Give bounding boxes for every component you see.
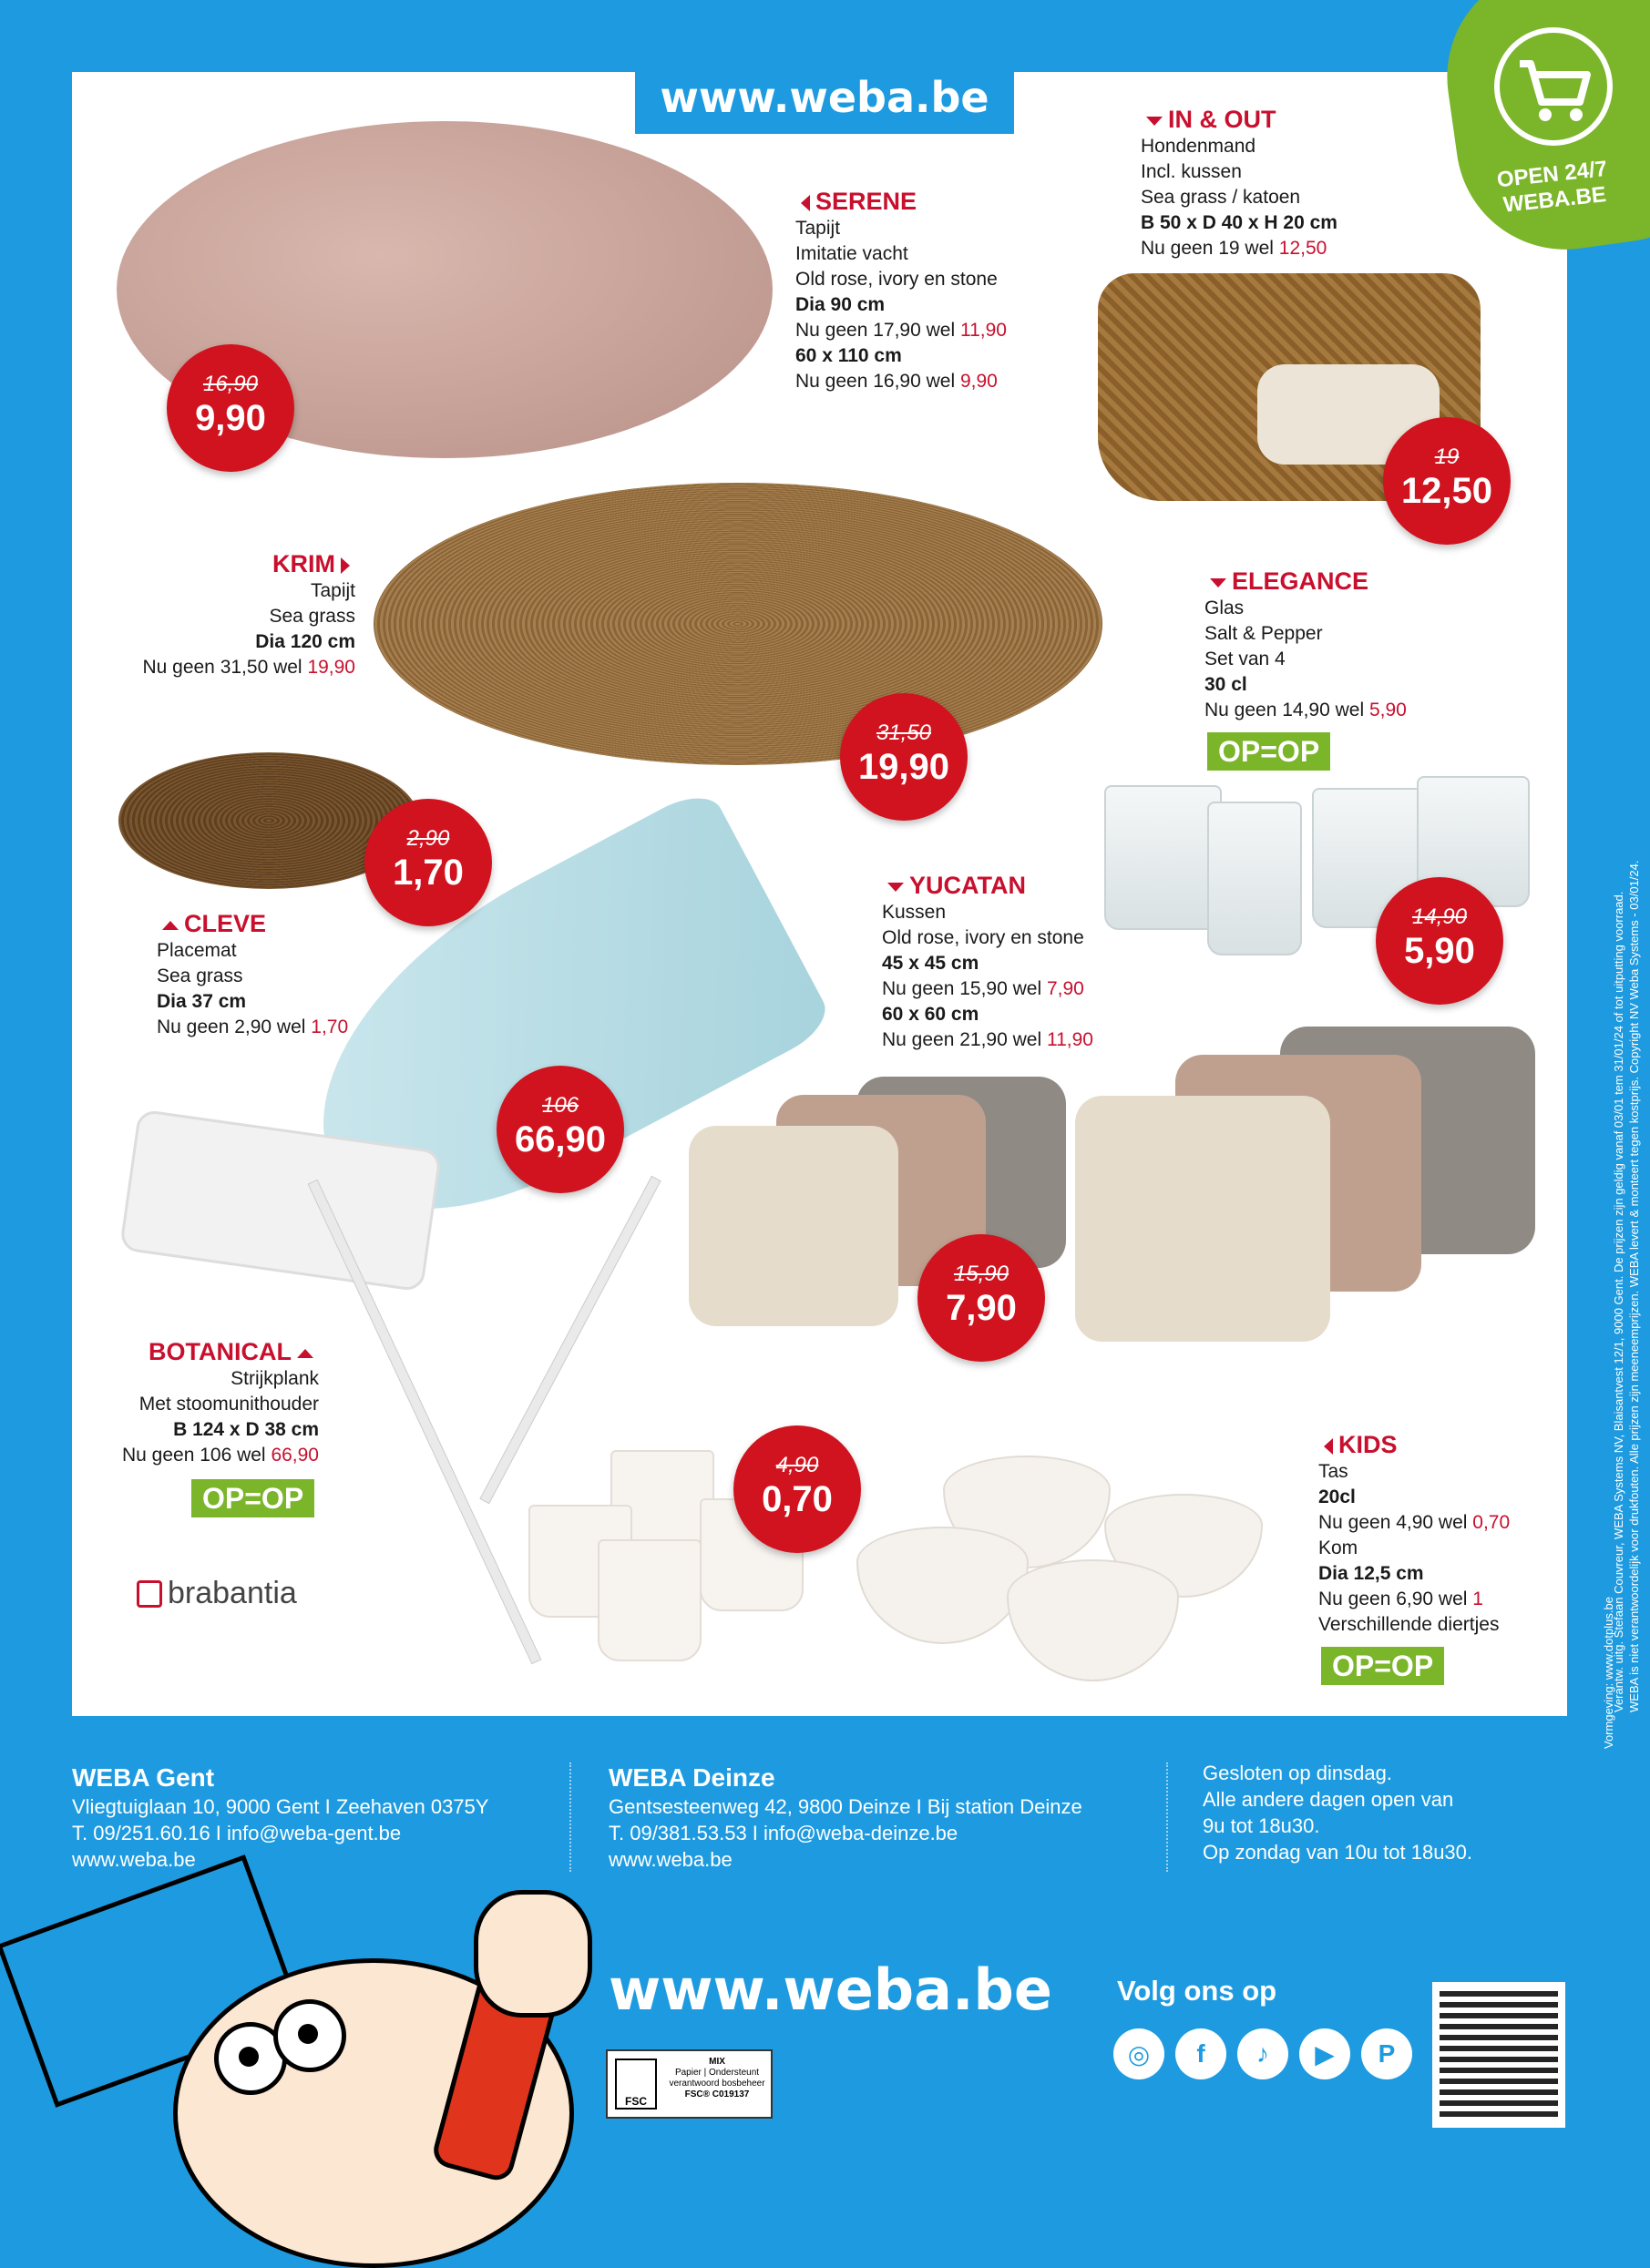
op-op-badge: OP=OP bbox=[191, 1479, 314, 1517]
tiktok-icon[interactable]: ♪ bbox=[1237, 2028, 1288, 2079]
price-badge-yucatan: 15,90 7,90 bbox=[917, 1234, 1045, 1362]
op-op-badge: OP=OP bbox=[1207, 732, 1330, 771]
product-name: KRIM bbox=[272, 550, 335, 577]
mug-image bbox=[598, 1539, 702, 1661]
product-price-line: Nu geen 4,90 wel 0,70 bbox=[1318, 1512, 1511, 1533]
design-credit: Vormgeving: www.dotplus.be bbox=[1602, 1597, 1615, 1749]
legal-note: Verantw. uitg. Stefaan Couvreur, WEBA Systems NV, Blaisantvest 12/1, 9000 Gent. De prijzen zijn geldig vanaf 03/01 tem 31/01/24 of tot uitputting voorraad. WEBA is niet verantwoordelijk voor drukfouten. Alle prijzen zijn meeneemprijzen. WEBA levert & monteert tegen kostprijs. Copyright NV Weba Systems - 03/01/24. bbox=[1612, 860, 1641, 1712]
arrow-up-icon bbox=[162, 921, 179, 930]
product-name: SERENE bbox=[815, 188, 917, 215]
store-gent bbox=[72, 1762, 488, 1873]
product-size: Dia 12,5 cm bbox=[1318, 1563, 1424, 1584]
arrow-up-icon bbox=[297, 1349, 313, 1358]
product-botanical bbox=[91, 1337, 319, 1468]
price-badge-cleve: 2,90 1,70 bbox=[364, 799, 492, 926]
product-name: IN & OUT bbox=[1168, 106, 1276, 133]
divider bbox=[1166, 1762, 1168, 1872]
qr-code[interactable] bbox=[1432, 1982, 1565, 2128]
product-yucatan bbox=[882, 871, 1093, 1053]
follow-us-label: Volg ons op bbox=[1117, 1975, 1277, 2007]
footer-website-url[interactable]: www.weba.be bbox=[609, 1956, 1052, 2023]
krim-rug-image bbox=[374, 483, 1102, 765]
op-op-badge: OP=OP bbox=[1321, 1647, 1444, 1685]
product-price-line: Nu geen 106 wel 66,90 bbox=[121, 1445, 319, 1466]
product-price-line: Nu geen 17,90 wel 11,90 bbox=[795, 320, 1007, 341]
product-in-and-out bbox=[1141, 105, 1337, 261]
product-size: Dia 90 cm bbox=[795, 294, 886, 315]
product-colors: Old rose, ivory en stone bbox=[795, 269, 998, 290]
youtube-icon[interactable]: ▶ bbox=[1299, 2028, 1350, 2079]
store-contact[interactable]: T. 09/381.53.53 I info@weba-deinze.be bbox=[609, 1822, 958, 1844]
product-type: Tapijt bbox=[310, 580, 355, 601]
product-detail: Salt & Pepper bbox=[1204, 623, 1323, 644]
price-badge-serene: 16,90 9,90 bbox=[167, 344, 294, 472]
product-size: B 124 x D 38 cm bbox=[173, 1419, 319, 1440]
product-size: 45 x 45 cm bbox=[882, 953, 979, 974]
product-size: 30 cl bbox=[1204, 674, 1247, 695]
store-contact[interactable]: T. 09/251.60.16 I info@weba-gent.be bbox=[72, 1822, 402, 1844]
product-size: 60 x 60 cm bbox=[882, 1004, 979, 1025]
product-detail: Met stoomunithouder bbox=[138, 1394, 319, 1415]
product-size: B 50 x D 40 x H 20 cm bbox=[1141, 212, 1337, 233]
product-type: Hondenmand bbox=[1141, 136, 1256, 157]
store-address: Gentsesteenweg 42, 9800 Deinze I Bij station Deinze bbox=[609, 1795, 1082, 1818]
store-address: Vliegtuiglaan 10, 9000 Gent I Zeehaven 0375Y bbox=[72, 1795, 489, 1818]
product-type: Tas bbox=[1318, 1461, 1348, 1482]
product-name: ELEGANCE bbox=[1232, 567, 1369, 595]
brabantia-icon bbox=[137, 1580, 162, 1608]
product-size: Dia 37 cm bbox=[157, 991, 247, 1012]
product-price-line: Nu geen 14,90 wel 5,90 bbox=[1204, 700, 1407, 720]
product-colors: Old rose, ivory en stone bbox=[882, 927, 1084, 948]
product-size: Dia 120 cm bbox=[255, 631, 355, 652]
price-badge-in-and-out: 19 12,50 bbox=[1383, 417, 1511, 545]
product-type: Placemat bbox=[157, 940, 237, 961]
product-type: Strijkplank bbox=[231, 1368, 319, 1389]
product-serene bbox=[795, 187, 1007, 394]
arrow-left-icon bbox=[801, 195, 810, 211]
product-detail: Incl. kussen bbox=[1141, 161, 1242, 182]
product-price-line: Nu geen 6,90 wel 1 bbox=[1318, 1589, 1483, 1609]
product-type: Kussen bbox=[882, 902, 947, 923]
store-title: WEBA Gent bbox=[72, 1763, 215, 1792]
product-material: Sea grass / katoen bbox=[1141, 187, 1301, 208]
price-badge-krim: 31,50 19,90 bbox=[840, 693, 968, 821]
product-name: KIDS bbox=[1338, 1431, 1398, 1458]
arrow-down-icon bbox=[887, 883, 904, 892]
product-material: Imitatie vacht bbox=[795, 243, 908, 264]
pillow-image bbox=[1075, 1096, 1330, 1342]
product-size: 20cl bbox=[1318, 1486, 1356, 1507]
divider bbox=[569, 1762, 571, 1872]
store-title: WEBA Deinze bbox=[609, 1763, 775, 1792]
product-price-line: Nu geen 19 wel 12,50 bbox=[1141, 238, 1327, 259]
website-url-tab[interactable]: www.weba.be bbox=[635, 61, 1014, 134]
fsc-label: FSC MIX Papier | Ondersteunt verantwoord bosbeheer FSC® C019137 bbox=[606, 2049, 773, 2119]
product-price-line: Nu geen 2,90 wel 1,70 bbox=[157, 1017, 349, 1037]
pillow-image bbox=[689, 1126, 898, 1326]
product-name: YUCATAN bbox=[909, 872, 1026, 899]
product-cleve bbox=[157, 909, 348, 1040]
product-material: Sea grass bbox=[157, 965, 243, 986]
store-website-link[interactable]: www.weba.be bbox=[72, 1848, 196, 1871]
instagram-icon[interactable]: ◎ bbox=[1113, 2028, 1164, 2079]
price-badge-elegance: 14,90 5,90 bbox=[1376, 877, 1503, 1005]
product-price-line: Nu geen 21,90 wel 11,90 bbox=[882, 1029, 1093, 1050]
product-elegance bbox=[1204, 567, 1407, 723]
glass-image bbox=[1104, 785, 1222, 930]
product-size: 60 x 110 cm bbox=[795, 345, 902, 366]
arrow-down-icon bbox=[1210, 578, 1226, 587]
product-set: Set van 4 bbox=[1204, 649, 1286, 669]
product-detail: Verschillende diertjes bbox=[1318, 1614, 1500, 1635]
product-price-line: Nu geen 15,90 wel 7,90 bbox=[882, 978, 1084, 999]
product-price-line: Nu geen 16,90 wel 9,90 bbox=[795, 371, 998, 392]
open-24-7-text: OPEN 24/7 WEBA.BE bbox=[1495, 156, 1609, 218]
product-type: Glas bbox=[1204, 598, 1245, 618]
product-type: Tapijt bbox=[795, 218, 841, 239]
cart-icon bbox=[1494, 27, 1613, 146]
fsc-tree-icon: FSC bbox=[615, 2059, 657, 2110]
product-name: CLEVE bbox=[184, 910, 267, 937]
opening-hours: Gesloten op dinsdag. Alle andere dagen open van 9u tot 18u30. Op zondag van 10u tot 18u30. bbox=[1203, 1762, 1473, 1864]
glass-image bbox=[1207, 802, 1302, 955]
mascot-hand bbox=[474, 1890, 592, 2018]
product-type: Kom bbox=[1318, 1538, 1358, 1558]
pinterest-icon[interactable]: P bbox=[1361, 2028, 1412, 2079]
product-price-line: Nu geen 31,50 wel 19,90 bbox=[142, 657, 355, 678]
arrow-down-icon bbox=[1146, 117, 1163, 126]
facebook-icon[interactable]: f bbox=[1175, 2028, 1226, 2079]
product-kids bbox=[1318, 1430, 1510, 1638]
mascot-eye bbox=[273, 1999, 346, 2072]
product-krim bbox=[118, 549, 355, 680]
price-badge-kids: 4,90 0,70 bbox=[733, 1425, 861, 1553]
product-name: BOTANICAL bbox=[149, 1338, 292, 1365]
price-badge-botanical: 106 66,90 bbox=[497, 1066, 624, 1193]
arrow-left-icon bbox=[1324, 1438, 1333, 1455]
product-material: Sea grass bbox=[269, 606, 355, 627]
store-deinze bbox=[609, 1762, 1082, 1873]
arrow-right-icon bbox=[341, 557, 350, 574]
store-website-link[interactable]: www.weba.be bbox=[609, 1848, 733, 1871]
brabantia-logo: brabantia bbox=[137, 1576, 297, 1611]
